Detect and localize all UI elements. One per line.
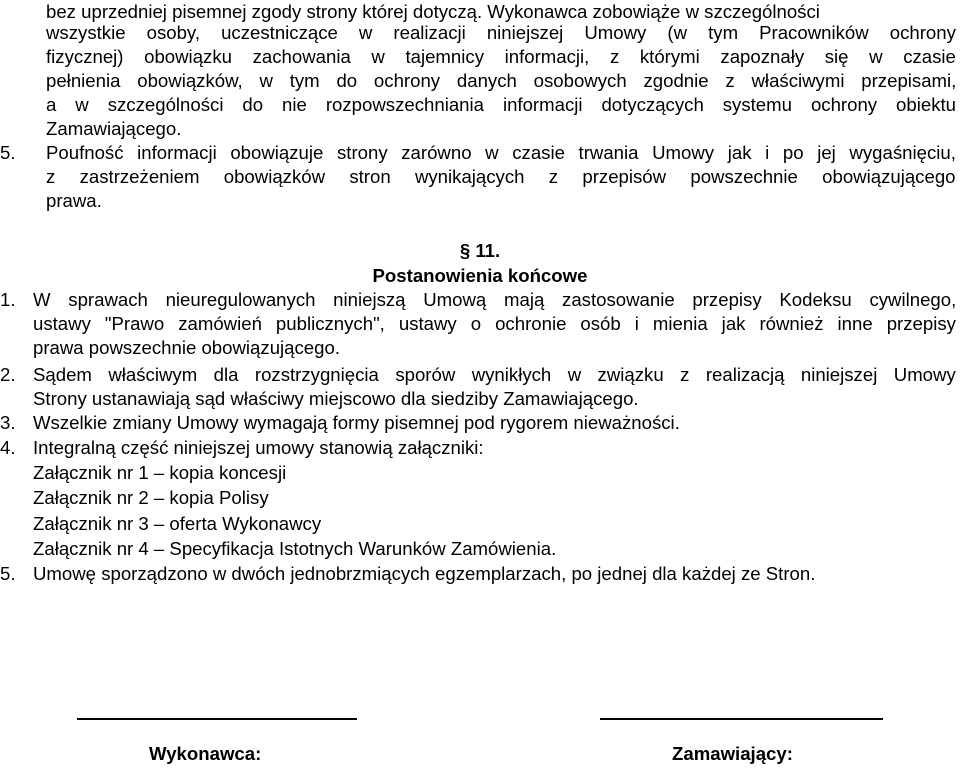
item-line: Sądem właściwym dla rozstrzygnięcia sporów wynikłych w związku z realizacją niniejszej Umowy bbox=[33, 364, 956, 385]
attachment-line: Załącznik nr 4 – Specyfikacja Istotnych Warunków Zamówienia. bbox=[33, 538, 557, 559]
item-line: W sprawach nieuregulowanych niniejszą Umową mają zastosowanie przepisy Kodeksu cywilnego, bbox=[33, 289, 957, 310]
item-line: Poufność informacji obowiązuje strony zarówno w czasie trwania Umowy jak i po jej wygaśnięciu, bbox=[46, 142, 956, 163]
attachment-line: Załącznik nr 3 – oferta Wykonawcy bbox=[33, 513, 322, 534]
item-line: Integralną część niniejszej umowy stanowią załączniki: bbox=[33, 437, 484, 458]
signature-label-client: Zamawiający: bbox=[672, 743, 793, 764]
item-number: 4. bbox=[0, 437, 16, 458]
item-line: z zastrzeżeniem obowiązków stron wynikających z przepisów powszechnie obowiązującego bbox=[46, 166, 956, 187]
intro-line-1: bez uprzedniej pisemnej zgody strony której dotyczą. Wykonawca zobowiąże w szczególności bbox=[46, 1, 820, 22]
intro-line-4: pełnienia obowiązków, w tym do ochrony danych osobowych zgodnie z właściwymi przepisami, bbox=[46, 70, 957, 91]
item-line: Umowę sporządzono w dwóch jednobrzmiących egzemplarzach, po jednej dla każdej ze Stron. bbox=[33, 563, 816, 584]
intro-line-5: a w szczególności do nie rozpowszechniania informacji dotyczących systemu ochrony obiektu bbox=[46, 94, 957, 115]
item-number: 5. bbox=[0, 563, 16, 584]
attachment-line: Załącznik nr 1 – kopia koncesji bbox=[33, 462, 287, 483]
section-number: § 11. bbox=[459, 240, 501, 261]
signature-line-right bbox=[600, 718, 883, 720]
item-number: 2. bbox=[0, 364, 16, 385]
intro-line-3: fizycznej) obowiązku zachowania w tajemnicy informacji, z którymi zapoznały się w czasie bbox=[46, 46, 956, 67]
item-number: 1. bbox=[0, 289, 16, 310]
item-number: 5. bbox=[0, 142, 16, 163]
attachment-line: Załącznik nr 2 – kopia Polisy bbox=[33, 487, 269, 508]
signature-label-contractor: Wykonawca: bbox=[149, 743, 262, 764]
item-line: ustawy "Prawo zamówień publicznych", ustawy o ochronie osób i mienia jak również inne przepisy bbox=[33, 313, 956, 334]
item-number: 3. bbox=[0, 412, 16, 433]
intro-line-6: Zamawiającego. bbox=[46, 118, 182, 139]
item-line: prawa. bbox=[46, 190, 102, 211]
item-line: prawa powszechnie obowiązującego. bbox=[33, 337, 340, 358]
intro-line-2: wszystkie osoby, uczestniczące w realizacji niniejszej Umowy (w tym Pracowników ochrony bbox=[46, 22, 956, 43]
section-title: Postanowienia końcowe bbox=[372, 265, 588, 286]
signature-line-left bbox=[77, 718, 357, 720]
item-line: Strony ustanawiają sąd właściwy miejscowo dla siedziby Zamawiającego. bbox=[33, 388, 639, 409]
item-line: Wszelkie zmiany Umowy wymagają formy pisemnej pod rygorem nieważności. bbox=[33, 412, 680, 433]
